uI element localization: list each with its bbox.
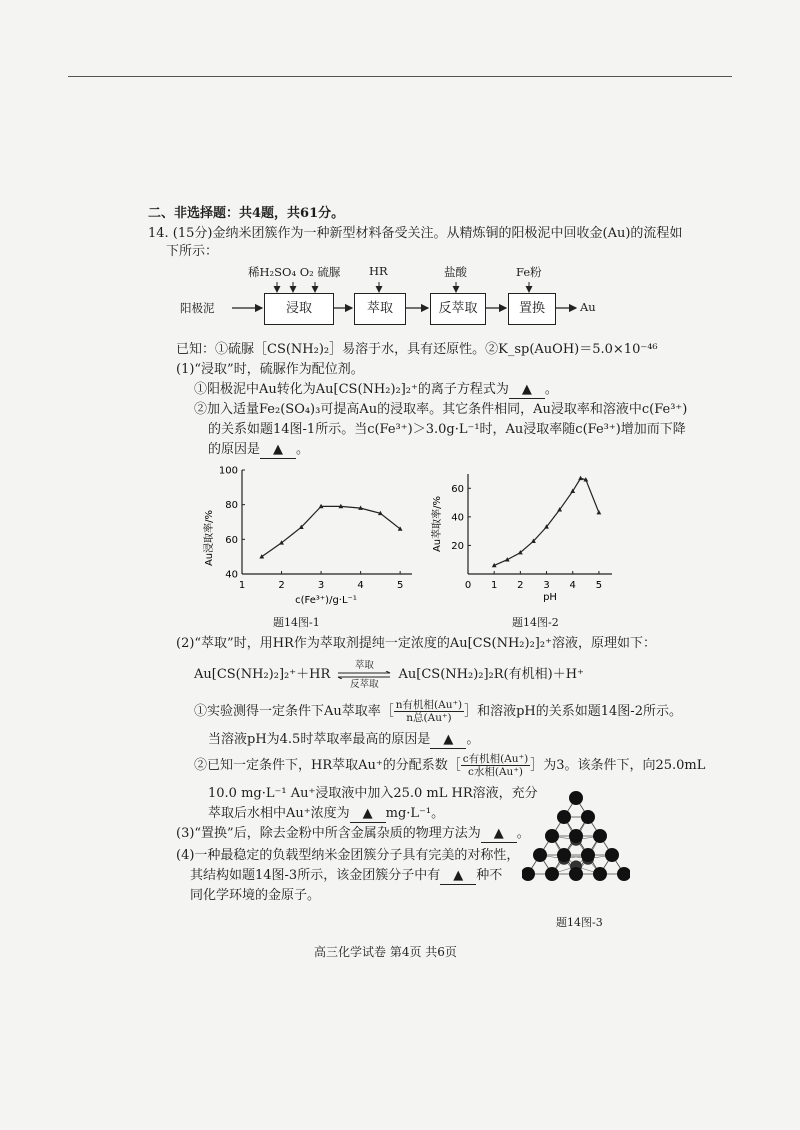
flow-end: Au: [580, 300, 596, 314]
cluster-gold-atom: [593, 829, 607, 843]
page-footer: 高三化学试卷 第4页 共6页: [314, 945, 457, 959]
part-2a-pre: ①实验测得一定条件下Au萃取率［: [194, 704, 394, 719]
part-1b-line-3: 的原因是 ▲ 。: [208, 442, 310, 457]
known-conditions: 已知：①硫脲［CS(NH₂)₂］易溶于水，具有还原性。②K_sp(AuOH)＝5.0×10⁻⁴⁶: [176, 342, 658, 357]
fraction-denominator: n总(Au⁺): [406, 712, 452, 724]
process-flowchart: [180, 262, 640, 332]
part-2-heading: (2)“萃取”时，用HR作为萃取剂提纯一定浓度的Au[CS(NH₂)₂]₂⁺溶液，原理如下：: [176, 636, 656, 651]
flow-step-back-extract: 反萃取: [430, 293, 486, 325]
chart2-data-point: [578, 476, 583, 480]
chart1-x-label: c(Fe³⁺)/g·L⁻¹: [295, 595, 357, 606]
answer-blank-4[interactable]: ▲: [440, 868, 476, 885]
equation-left: Au[CS(NH₂)₂]₂⁺＋HR: [194, 667, 331, 682]
cluster-gold-atom: [557, 810, 571, 824]
chart2-x-tick-label: 5: [595, 580, 603, 591]
chart2-data-point: [597, 510, 602, 514]
part-2b-line-1: [194, 750, 705, 782]
cluster-gold-atom: [581, 848, 595, 862]
cluster-gold-atom: [545, 829, 559, 843]
chart2-x-tick-label: 0: [464, 580, 472, 591]
answer-blank-3[interactable]: ▲: [481, 826, 517, 843]
part-1a-question: ①阳极泥中Au转化为Au[CS(NH₂)₂]₂⁺的离子方程式为 ▲ 。: [194, 382, 558, 397]
extraction-equation: [194, 660, 584, 690]
q14-intro-line-2: 下所示：: [166, 244, 219, 259]
chart1-x-tick-label: 5: [396, 580, 404, 591]
chart2-x-tick-label: 4: [569, 580, 576, 591]
q14-intro-line-1: 14. (15分)金纳米团簇作为一种新型材料备受关注。从精炼铜的阳极泥中回收金(Au)的流程如: [148, 226, 683, 241]
fig3-caption: 题14图-3: [556, 916, 603, 929]
cluster-gold-atom: [533, 848, 547, 862]
partition-coefficient-fraction: [461, 753, 530, 778]
part-1a-text: ①阳极泥中Au转化为Au[CS(NH₂)₂]₂⁺的离子方程式为: [194, 382, 509, 397]
flow-step-extract: 萃取: [354, 293, 406, 325]
fraction-numerator: n有机相(Au⁺): [395, 699, 463, 711]
part-3-question: (3)“置换”后，除去金粉中所含金属杂质的物理方法为 ▲ 。: [176, 826, 530, 841]
chart-fig14-1: [200, 458, 420, 618]
part-1b-text: 的原因是: [208, 442, 261, 457]
flow-reagent-3: 盐酸: [444, 265, 467, 279]
chart1-y-tick-label: 40: [225, 569, 238, 581]
equation-arrow-top: 萃取: [354, 660, 374, 671]
cluster-gold-atom: [569, 867, 583, 881]
part-2b-post: ］为3。该条件下，向25.0mL: [530, 758, 706, 773]
answer-blank-1a[interactable]: ▲: [509, 382, 545, 399]
answer-blank-2b[interactable]: ▲: [350, 806, 386, 823]
flow-start: 阳极泥: [180, 301, 215, 315]
part-4-text: 其结构如题14图-3所示，该金团簇分子中有: [190, 868, 441, 883]
flow-step-leach: 浸取: [264, 293, 334, 325]
part-4-line-1: (4)一种最稳定的负载型纳米金团簇分子具有完美的对称性，: [176, 848, 520, 863]
part-2a-text: 当溶液pH为4.5时萃取率最高的原因是: [208, 732, 431, 747]
part-2b-pre: ②已知一定条件下，HR萃取Au⁺的分配系数［: [194, 758, 461, 773]
part-4-line-2: [190, 868, 502, 885]
chart1-y-tick-label: 100: [218, 465, 238, 477]
cluster-gold-atom: [605, 848, 619, 862]
chart2-x-tick-label: 3: [543, 580, 550, 591]
chart2-x-tick-label: 2: [517, 580, 524, 591]
chart2-y-tick-label: 40: [451, 512, 464, 524]
flow-reagent-1: 稀H₂SO₄ O₂ 硫脲: [248, 265, 341, 279]
chart1-x-tick-label: 1: [238, 580, 246, 591]
chart1-y-tick-label: 60: [225, 534, 238, 546]
chart1-x-tick-label: 2: [278, 580, 285, 591]
chart1-y-label: Au浸取率/%: [204, 509, 215, 567]
part-4-post: 种不: [476, 868, 503, 883]
cluster-gold-atom: [617, 867, 630, 881]
chart2-y-tick-label: 60: [451, 483, 464, 495]
equation-arrow: [334, 660, 394, 690]
chart1-caption: 题14图-1: [273, 616, 320, 629]
flow-reagent-2: HR: [369, 264, 388, 278]
part-1b-line-2: 的关系如题14图-1所示。当c(Fe³⁺)＞3.0g·L⁻¹时，Au浸取率随c(Fe³⁺)增加而下降: [208, 422, 686, 437]
chart2-series-line: [494, 478, 599, 565]
chart2-caption: 题14图-2: [512, 616, 559, 629]
flow-step-replace: 置换: [508, 293, 556, 325]
section-title: 二、非选择题：共4题，共61分。: [148, 206, 345, 221]
cluster-gold-atom: [581, 810, 595, 824]
chart1-y-tick-label: 80: [225, 500, 238, 512]
part-1b-line-1: ②加入适量Fe₂(SO₄)₃可提高Au的浸取率。其它条件相同，Au浸取率和溶液中c(Fe³⁺): [194, 402, 688, 417]
gold-cluster-structure-diagram: [522, 788, 630, 908]
chart1-x-tick-label: 3: [317, 580, 325, 591]
extraction-rate-fraction: [394, 699, 464, 724]
part-2b-line-3: [208, 806, 444, 823]
fraction-denominator: c水相(Au⁺): [468, 766, 523, 778]
cluster-gold-atom: [569, 829, 583, 843]
cluster-gold-atom: [593, 867, 607, 881]
chart2-x-tick-label: 1: [490, 580, 498, 591]
answer-blank-1b[interactable]: ▲: [260, 442, 296, 459]
cluster-gold-atom: [545, 867, 559, 881]
chart1-data-point: [259, 554, 264, 558]
chart1-x-tick-label: 4: [357, 580, 364, 591]
chart2-y-label: Au萃取率/%: [432, 495, 443, 553]
equation-right: Au[CS(NH₂)₂]₂R(有机相)＋H⁺: [398, 667, 584, 682]
chart2-x-label: pH: [543, 592, 557, 603]
answer-blank-2a[interactable]: ▲: [430, 732, 466, 749]
part-2a-post: ］和溶液pH的关系如题14图-2所示。: [464, 704, 682, 719]
part-2b-line-2: 10.0 mg·L⁻¹ Au⁺浸取液中加入25.0 mL HR溶液，充分: [208, 786, 538, 801]
part-2a-line-2: 当溶液pH为4.5时萃取率最高的原因是 ▲ 。: [208, 732, 480, 747]
chart-fig14-2: [430, 468, 620, 618]
part-2a-line-1: [194, 696, 682, 728]
cluster-gold-atom: [557, 848, 571, 862]
part-1-heading: (1)“浸取”时，硫脲作为配位剂。: [176, 362, 364, 377]
cluster-gold-atom: [522, 867, 535, 881]
page-top-rule: [68, 76, 732, 77]
part-2b-unit: mg·L⁻¹。: [385, 806, 445, 821]
part-2b-text: 萃取后水相中Au⁺浓度为: [208, 806, 350, 821]
flow-reagent-4: Fe粉: [516, 265, 542, 279]
equilibrium-arrow-icon: [336, 671, 392, 679]
part-3-text: (3)“置换”后，除去金粉中所含金属杂质的物理方法为: [176, 826, 481, 841]
part-4-line-3: 同化学环境的金原子。: [190, 888, 321, 903]
chart2-y-tick-label: 20: [451, 540, 464, 552]
fraction-numerator: c有机相(Au⁺): [462, 753, 529, 765]
equation-arrow-bottom: 反萃取: [350, 679, 379, 690]
cluster-gold-atom: [569, 791, 583, 805]
